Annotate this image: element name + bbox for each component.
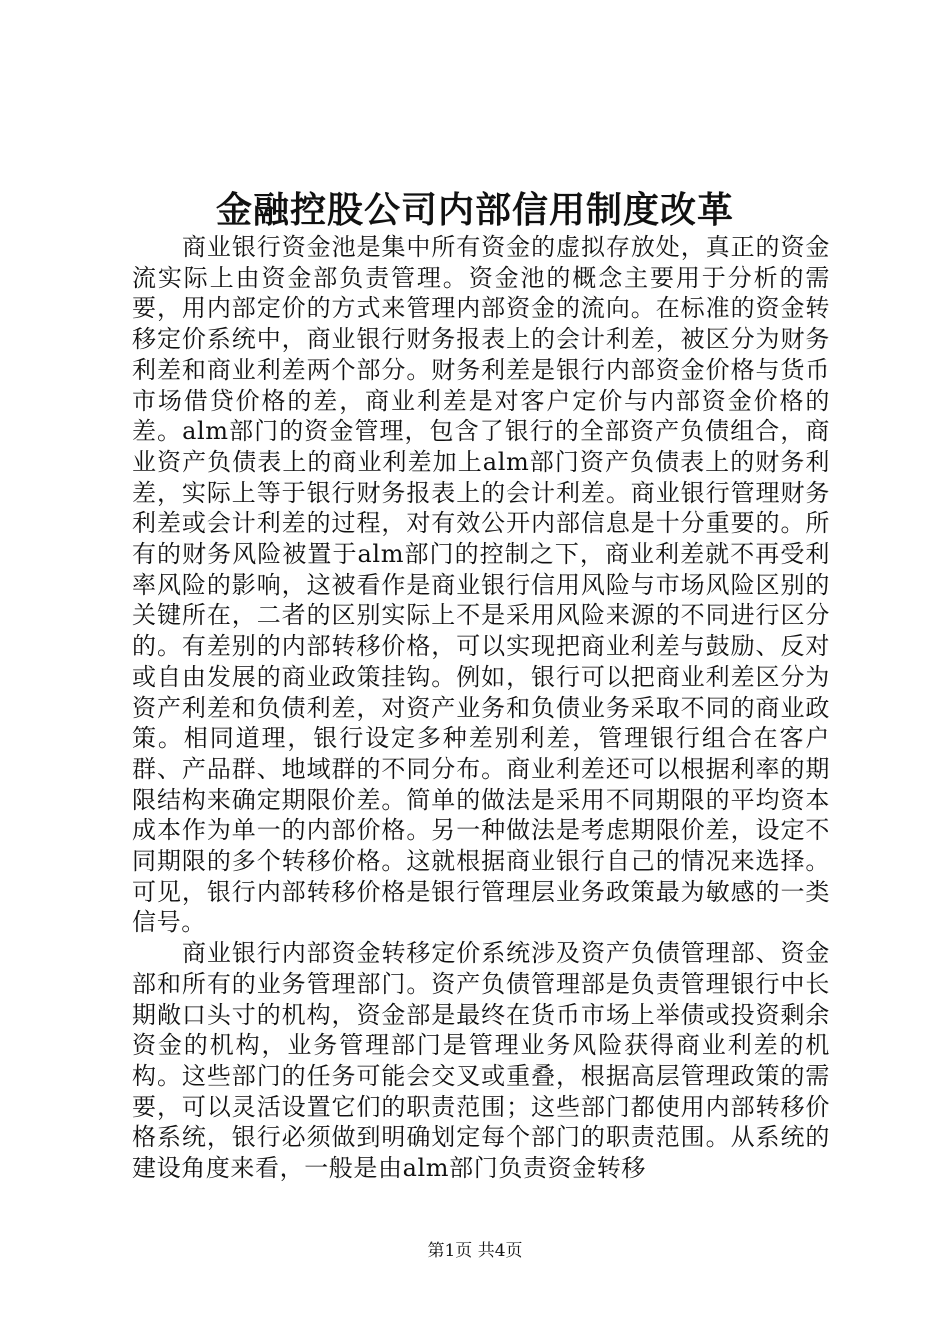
document-body: [132, 232, 830, 1184]
paragraph-1: 商业银行资金池是集中所有资金的虚拟存放处，真正的资金流实际上由资金部负责管理。资金池的概念主要用于分析的需要，用内部定价的方式来管理内部资金的流向。在标准的资金转移定价系统中，商业银行财务报表上的会计利差，被区分为财务利差和商业利差两个部分。财务利差是银行内部资金价格与货币市场借贷价格的差，商业利差是对客户定价与内部资金价格的差。alm部门的资金管理，包含了银行的全部资产负债组合，商业资产负债表上的商业利差加上alm部门资产负债表上的财务利差，实际上等于银行财务报表上的会计利差。商业银行管理财务利差或会计利差的过程，对有效公开内部信息是十分重要的。所有的财务风险被置于alm部门的控制之下，商业利差就不再受利率风险的影响，这被看作是商业银行信用风险与市场风险区别的关键所在，二者的区别实际上不是采用风险来源的不同进行区分的。有差别的内部转移价格，可以实现把商业利差与鼓励、反对或自由发展的商业政策挂钩。例如，银行可以把商业利差区分为资产利差和负债利差，对资产业务和负债业务采取不同的商业政策。相同道理，银行设定多种差别利差，管理银行组合在客户群、产品群、地域群的不同分布。商业利差还可以根据利率的期限结构来确定期限价差。简单的做法是采用不同期限的平均资本成本作为单一的内部价格。另一种做法是考虑期限价差，设定不同期限的多个转移价格。这就根据商业银行自己的情况来选择。可见，银行内部转移价格是银行管理层业务政策最为敏感的一类信号。: [132, 233, 830, 937]
document-title: 金融控股公司内部信用制度改革: [215, 189, 734, 231]
paragraph-2: 商业银行内部资金转移定价系统涉及资产负债管理部、资金部和所有的业务管理部门。资产负债管理部是负责管理银行中长期敞口头寸的机构，资金部是最终在货币市场上举债或投资剩余资金的机构，业务管理部门是管理业务风险获得商业利差的机构。这些部门的任务可能会交叉或重叠，根据高层管理政策的需要，可以灵活设置它们的职责范围；这些部门都使用内部转移价格系统，银行必须做到明确划定每个部门的职责范围。从系统的建设角度来看，一般是由alm部门负责资金转移: [132, 939, 830, 1183]
page-number-footer: 第1页 共4页: [427, 1241, 523, 1261]
